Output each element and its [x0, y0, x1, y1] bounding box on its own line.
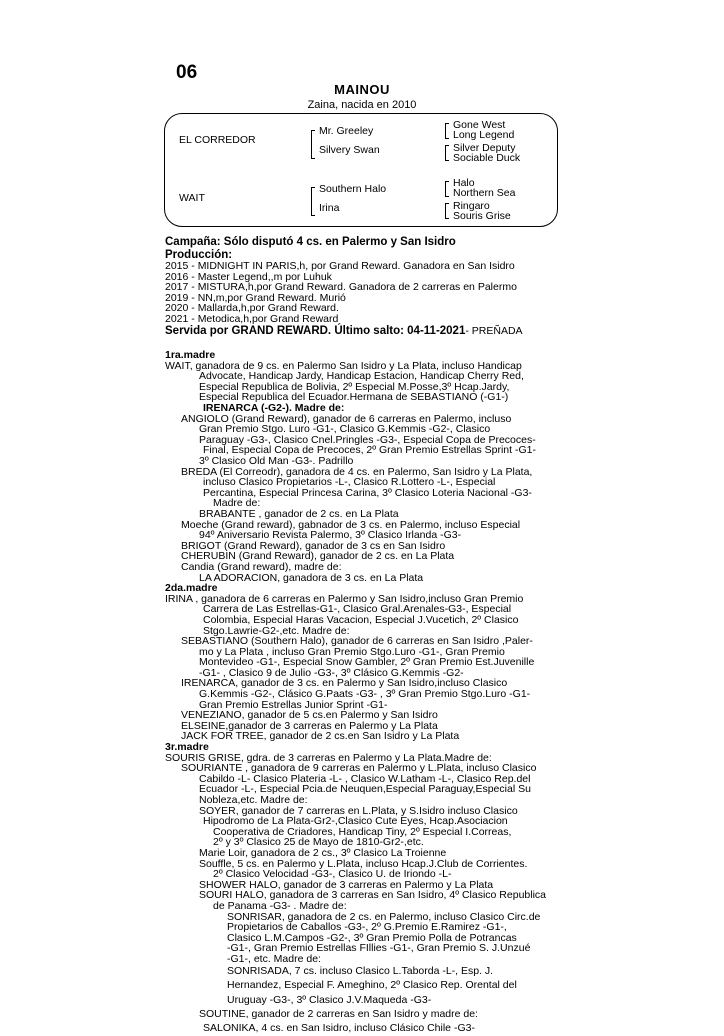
third-dam-title: 3r.madre	[165, 741, 209, 754]
pedigree-dam: WAIT	[179, 192, 205, 204]
pedigree-sire: EL CORREDOR	[179, 134, 256, 146]
bracket	[311, 130, 315, 159]
campaign: Campaña: Sólo disputó 4 cs. en Palermo y San Isidro	[165, 236, 456, 248]
dam-line: SEBASTIANO (Southern Halo), ganador de 6 carreras en San Isidro ,Paler-	[181, 635, 533, 648]
dam-line: SHOWER HALO, ganador de 3 carreras en Palermo y La Plata	[199, 878, 494, 891]
dam-line: 2º y 3º Clasico 25 de Mayo de 1810-Gr2-,etc.	[213, 836, 424, 849]
dam-line: IRENARCA (-G2-). Madre de:	[203, 402, 345, 415]
dam-line: IRENARCA, ganador de 3 cs. en Palermo y San Isidro,incluso Clasico	[181, 677, 508, 690]
dam-line: WAIT, ganadora de 9 cs. en Palermo San Isidro y La Plata, incluso Handicap	[165, 359, 522, 372]
dam-line: Montevideo -G1-, Especial Snow Gambler, 2º Gran Premio Est.Juvenille	[199, 656, 535, 669]
dam-line: SOURIANTE , ganadora de 9 carreras en Palermo y L.Plata, incluso Clasico	[181, 762, 537, 775]
dam-line: Ecuador -L-, Especial Pcia.de Neuquen,Especial Paraguay,Especial Su	[199, 783, 531, 796]
production-item: 2019 - NN,m,por Grand Reward. Murió	[165, 291, 346, 304]
catalog-body	[165, 236, 565, 1036]
dam-line: IRINA , ganadora de 6 carreras en Palermo y San Isidro,incluso Gran Premio	[165, 592, 524, 605]
service-line	[165, 325, 565, 338]
dam-line: Clasico L.M.Campos -G2-, 3º Gran Premio Polla de Potrancas	[227, 931, 517, 944]
dam-line: G.Kemmis -G2-, Clásico G.Paats -G3- , 3º Gran Premio Stgo.Luro -G1-	[199, 688, 531, 701]
dam-line: SOURI HALO, ganadora de 3 carreras en San Isidro, 4º Clasico Republica	[199, 889, 547, 902]
third-dam-section	[165, 753, 565, 1036]
dam-line: Stgo.Lawrie-G2-,etc. Madre de:	[203, 624, 350, 637]
dam-line: -G1- , Clasico 9 de Julio -G3-, 3º Clásico G.Kemmis -G2-	[199, 666, 464, 679]
dam-line: SOYER, ganador de 7 carreras en L.Plata, y S.Isidro incluso Clasico	[199, 804, 518, 817]
service-status: - PREÑADA	[465, 324, 523, 337]
pedigree-ddd: Souris Grise	[453, 210, 511, 222]
dam-line: Propietarios de Caballos -G3-, 2º G.Premio E.Ramirez -G1-,	[227, 921, 507, 934]
pedigree-ds: Southern Halo	[319, 183, 387, 195]
production-item: 2021 - Metodica,h,por Grand Reward	[165, 312, 339, 325]
bracket	[445, 145, 449, 161]
pedigree-ss: Mr. Greeley	[319, 125, 374, 137]
second-dam-title: 2da.madre	[165, 582, 218, 595]
dam-line: Percantina, Especial Princesa Carina, 3º Clasico Loteria Nacional -G3-	[203, 486, 532, 499]
production-item: 2016 - Master Legend,,m por Luhuk	[165, 270, 332, 283]
bracket	[311, 187, 315, 216]
first-dam-title: 1ra.madre	[165, 349, 216, 362]
dam-line: Colombia, Especial Haras Vacacion, Especial J.Vucetich, 2º Clasico	[203, 613, 519, 626]
dam-line: -G1-, Gran Premio Estrellas FIllies -G1-, Gran Premio S. J.Unzué	[227, 942, 531, 955]
dam-line: Gran Premio Stgo. Luro -G1-, Clasico G.Kemmis -G2-, Clasico	[199, 423, 491, 436]
dam-line: 3º Clasico Old Man -G3-. Padrillo	[199, 455, 354, 467]
dam-line: Hipodromo de La Plata-Gr2-,Clasico Cute Eyes, Hcap.Asociacion	[203, 815, 508, 828]
dam-line: Moeche (Grand reward), gabnador de 3 cs. en Palermo, incluso Especial	[181, 518, 521, 531]
dam-line: Madre de:	[213, 497, 261, 510]
dam-line: Advocate, Handicap Jardy, Handicap Estacion, Handicap Cherry Red,	[199, 370, 524, 383]
bracket	[445, 123, 449, 139]
pedigree-box	[164, 113, 558, 227]
dam-line: Cabildo -L- Clasico Plateria -L- , Clasico W.Latham -L-, Clasico Rep.del	[199, 772, 531, 785]
dam-line: ELSEINE,ganador de 3 carreras en Palermo y La Plata	[181, 719, 438, 732]
dam-line: Especial Republica del Ecuador.Hermana de SEBASTIANO (-G1-)	[199, 391, 509, 404]
dam-line: incluso Clasico Propietarios -L-, Clasico R.Lottero -L-, Especial	[203, 476, 496, 489]
production-item: 2017 - MISTURA,h,por Grand Reward. Ganadora de 2 carreras en Palermo	[165, 281, 517, 294]
dam-line: SONRISADA, 7 cs. incluso Clasico L.Taborda -L-, Esp. J.	[227, 964, 494, 977]
dam-line: ANGIOLO (Grand Reward), ganador de 6 carreras en Palermo, incluso	[181, 412, 512, 425]
dam-line: BREDA (El Correodr), ganadora de 4 cs. en Palermo, San Isidro y La Plata,	[181, 465, 533, 478]
bracket	[445, 203, 449, 219]
pedigree-sss: Gone West	[453, 119, 506, 131]
dam-line: SALONIKA, 4 cs. en San Isidro, incluso Clásico Chile -G3-	[203, 1021, 475, 1034]
dam-line: 2º Clasico Velocidad -G3-, Clasico U. de Iriondo -L-	[213, 868, 452, 881]
pedigree-sd: Silvery Swan	[319, 144, 380, 156]
pedigree-dds: Ringaro	[453, 200, 490, 212]
pedigree-sdd: Sociable Duck	[453, 152, 521, 164]
production-item: 2015 - MIDNIGHT IN PARIS,h, por Grand Reward. Ganadora en San Isidro	[165, 260, 515, 272]
dam-line: Uruguay -G3-, 3º Clasico J.V.Maqueda -G3-	[227, 993, 432, 1006]
pedigree-ssd: Long Legend	[453, 129, 515, 141]
dam-line: SOURIS GRISE, gdra. de 3 carreras en Palermo y La Plata.Madre de:	[165, 751, 492, 764]
dam-line: Especial Republica de Bolivia, 2º Especial M.Posse,3º Hcap.Jardy,	[199, 380, 510, 393]
production-list	[165, 261, 565, 325]
dam-line: VENEZIANO, ganador de 5 cs.en Palermo y San Isidro	[181, 709, 438, 722]
dam-line: Hernandez, Especial F. Ameghino, 2º Clasico Rep. Orental del	[227, 978, 517, 991]
pedigree-dss: Halo	[453, 177, 475, 189]
dam-line: mo y La Plata , incluso Gran Premio Stgo.Luro -G1-, Gran Premio	[199, 645, 505, 658]
dam-line: Paraguay -G3-, Clasico Cnel.Pringles -G3-, Especial Copa de Precoces-	[199, 433, 536, 446]
dam-line: Carrera de Las Estrellas-G1-, Clasico Gral.Arenales-G3-, Especial	[203, 603, 512, 616]
dam-line: SONRISAR, ganadora de 2 cs. en Palermo, incluso Clasico Circ.de	[227, 910, 541, 923]
lot-number: 06	[176, 62, 198, 83]
first-dam-section	[165, 361, 565, 583]
dam-line: CHERUBIN (Grand Reward), ganador de 2 cs. en La Plata	[181, 550, 455, 563]
pedigree-sds: Silver Deputy	[453, 142, 516, 154]
second-dam-section	[165, 594, 565, 742]
horse-subtitle: Zaina, nacida en 2010	[307, 99, 417, 111]
dam-line: BRABANTE , ganador de 2 cs. en La Plata	[199, 507, 399, 520]
dam-line: 94º Aniversario Revista Palermo, 3º Clasico Irlanda -G3-	[199, 529, 462, 542]
horse-name: MAINOU	[334, 82, 390, 97]
dam-line: Final, Especial Copa de Precoces, 2º Gran Premio Estrellas Sprint -G1-	[203, 444, 536, 457]
dam-line: LA ADORACION, ganadora de 3 cs. en La Plata	[199, 571, 424, 584]
dam-line: Candia (Grand reward), madre de:	[181, 560, 342, 573]
dam-line: JACK FOR TREE, ganador de 2 cs.en San Isidro y La Plata	[181, 730, 460, 743]
dam-line: Gran Premio Estrellas Junior Sprint -G1-	[199, 698, 388, 711]
bracket	[445, 181, 449, 197]
pedigree-dsd: Northern Sea	[453, 187, 516, 199]
dam-line: -G1-, etc. Madre de:	[227, 952, 321, 965]
production-item: 2020 - Mallarda,h,por Grand Reward.	[165, 302, 339, 315]
dam-line: Cooperativa de Criadores, Handicap Tiny, 2º Especial I.Correas,	[213, 825, 512, 838]
pedigree-dd: Irina	[319, 202, 340, 214]
dam-line: Nobleza,etc. Madre de:	[199, 794, 308, 806]
dam-line: de Panama -G3- . Madre de:	[213, 899, 347, 912]
service: Servida por GRAND REWARD. Último salto: 04-11-2021	[165, 324, 466, 337]
dam-line: Marie Loir, ganadora de 2 cs., 3º Clasico La Troienne	[199, 846, 447, 859]
production-title: Producción:	[165, 248, 233, 261]
dam-line: BRIGOT (Grand Reward), ganador de 3 cs en San Isidro	[181, 539, 446, 552]
dam-line: Souffle, 5 cs. en Palermo y L.Plata, incluso Hcap.J.Club de Corrientes.	[199, 857, 528, 870]
dam-line: SOUTINE, ganador de 2 carreras en San Isidro y madre de:	[199, 1007, 478, 1020]
